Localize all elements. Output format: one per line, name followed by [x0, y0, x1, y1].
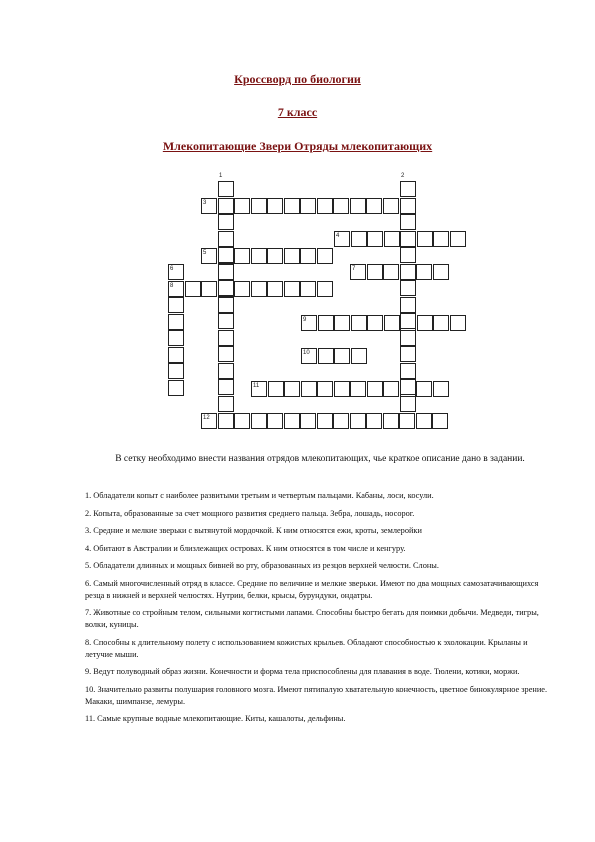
crossword-cell[interactable] — [400, 363, 416, 379]
crossword-cell[interactable] — [300, 248, 316, 264]
crossword-cell[interactable] — [400, 396, 416, 412]
crossword-cell[interactable] — [201, 281, 217, 297]
crossword-cell[interactable] — [400, 297, 416, 313]
crossword-cell[interactable] — [251, 248, 267, 264]
crossword-cell[interactable] — [168, 297, 184, 313]
crossword-cell[interactable] — [267, 198, 283, 214]
crossword-cell[interactable] — [218, 413, 234, 429]
crossword-cell[interactable] — [218, 231, 234, 247]
crossword-cell[interactable] — [201, 198, 217, 214]
crossword-cell[interactable] — [416, 413, 432, 429]
crossword-cell[interactable] — [300, 413, 316, 429]
crossword-cell[interactable] — [218, 214, 234, 230]
crossword-cell[interactable] — [218, 330, 234, 346]
crossword-cell[interactable] — [417, 231, 433, 247]
crossword-cell[interactable] — [317, 198, 333, 214]
crossword-cell[interactable] — [367, 264, 383, 280]
crossword-cell[interactable] — [366, 413, 382, 429]
instructions: В сетку необходимо внести названия отрядов млекопитающих, чье краткое описание дано в задании. — [115, 454, 525, 464]
clue-number: 6 — [170, 266, 174, 272]
crossword-cell[interactable] — [400, 181, 416, 197]
crossword-cell[interactable] — [383, 381, 399, 397]
clue-number: 1 — [219, 173, 223, 179]
crossword-cell[interactable] — [318, 315, 334, 331]
crossword-cell[interactable] — [168, 363, 184, 379]
crossword-cell[interactable] — [433, 315, 449, 331]
crossword-cell[interactable] — [168, 264, 184, 280]
clue-number: 3 — [203, 200, 207, 206]
crossword-cell[interactable] — [433, 264, 449, 280]
clue-8: 8. Способны к длительному полету с использованием кожистых крыльев. Обладают способностью к эхолокации. Крыланы и летучие мыши. — [85, 637, 528, 659]
clue-7: 7. Животные со стройным телом, сильными когтистыми лапами. Способны быстро бегать для поимки добычи. Медведи, тигры, волки, куницы. — [85, 608, 539, 629]
clue-5: 5. Обладатели длинных и мощных бивней во рту, образованных из резцов верхней челюсти. Слоны. — [85, 561, 439, 570]
crossword-cell[interactable] — [367, 315, 383, 331]
crossword-cell[interactable] — [218, 297, 234, 313]
crossword-cell[interactable] — [417, 315, 433, 331]
crossword-cell[interactable] — [400, 379, 416, 395]
crossword-cell[interactable] — [399, 413, 415, 429]
crossword-cell[interactable] — [201, 413, 217, 429]
clue-number: 7 — [352, 266, 356, 272]
crossword-cell[interactable] — [168, 347, 184, 363]
crossword-cell[interactable] — [317, 381, 333, 397]
crossword-cell[interactable] — [234, 281, 250, 297]
crossword-cell[interactable] — [317, 413, 333, 429]
crossword-cell[interactable] — [367, 381, 383, 397]
crossword-cell[interactable] — [384, 231, 400, 247]
crossword-cell[interactable] — [383, 264, 399, 280]
crossword-cell[interactable] — [400, 247, 416, 263]
crossword-cell[interactable] — [267, 281, 283, 297]
crossword-cell[interactable] — [350, 381, 366, 397]
crossword-cell[interactable] — [416, 264, 432, 280]
crossword-cell[interactable] — [334, 315, 350, 331]
crossword-cell[interactable] — [218, 264, 234, 280]
clue-number: 11 — [253, 383, 260, 389]
crossword-cell[interactable] — [168, 380, 184, 396]
crossword-cell[interactable] — [234, 198, 250, 214]
clue-number: 8 — [170, 283, 174, 289]
crossword-cell[interactable] — [400, 264, 416, 280]
crossword-cell[interactable] — [351, 231, 367, 247]
crossword-cell[interactable] — [218, 280, 234, 296]
crossword-cell[interactable] — [284, 198, 300, 214]
crossword-cell[interactable] — [351, 315, 367, 331]
crossword-cell[interactable] — [350, 413, 366, 429]
crossword-cell[interactable] — [284, 281, 300, 297]
crossword-cell[interactable] — [351, 348, 367, 364]
crossword-cell[interactable] — [218, 247, 234, 263]
crossword-cell[interactable] — [168, 314, 184, 330]
clue-number: 5 — [203, 250, 207, 256]
crossword-cell[interactable] — [218, 396, 234, 412]
clue-number: 2 — [401, 173, 405, 179]
clue-10: 10. Значительно развиты полушария головного мозга. Имеют пятипалую хватательную конечность, цветное бинокулярное зрение. Макаки, шимпанзе, лемуры. — [85, 684, 548, 706]
crossword-cell[interactable] — [218, 181, 234, 197]
crossword-cell[interactable] — [300, 281, 316, 297]
clue-list — [85, 490, 555, 731]
crossword-cell[interactable] — [367, 231, 383, 247]
crossword-cell[interactable] — [218, 313, 234, 329]
crossword-cell[interactable] — [334, 231, 350, 247]
crossword-cell[interactable] — [168, 281, 184, 297]
clue-2: 2. Копыта, образованные за счет мощного развития среднего пальца. Зебра, лошадь, носорог. — [85, 508, 415, 518]
clue-number: 4 — [336, 233, 340, 239]
crossword-cell[interactable] — [400, 313, 416, 329]
crossword-cell[interactable] — [201, 248, 217, 264]
grade: 7 класс — [277, 105, 318, 119]
crossword-cell[interactable] — [218, 379, 234, 395]
crossword-cell[interactable] — [334, 381, 350, 397]
clue-number: 9 — [303, 317, 307, 323]
crossword-cell[interactable] — [251, 381, 267, 397]
crossword-cell[interactable] — [317, 281, 333, 297]
crossword-cell[interactable] — [350, 198, 366, 214]
clue-number: 12 — [203, 415, 210, 421]
crossword-cell[interactable] — [267, 248, 283, 264]
crossword-cell[interactable] — [185, 281, 201, 297]
crossword-cell[interactable] — [234, 413, 250, 429]
crossword-cell[interactable] — [301, 315, 317, 331]
title: Кроссворд по биологии — [234, 72, 361, 86]
crossword-cell[interactable] — [301, 348, 317, 364]
crossword-cell[interactable] — [218, 346, 234, 362]
crossword-cell[interactable] — [350, 264, 366, 280]
clue-1: 1. Обладатели копыт с наиболее развитыми третьим и четвертым пальцами. Кабаны, лоси, косули. — [85, 491, 434, 500]
crossword-cell[interactable] — [450, 231, 466, 247]
crossword-cell[interactable] — [268, 381, 284, 397]
crossword-cell[interactable] — [384, 315, 400, 331]
crossword-cell[interactable] — [251, 198, 267, 214]
crossword-cell[interactable] — [333, 198, 349, 214]
crossword-cell[interactable] — [234, 248, 250, 264]
clue-6: 6. Самый многочисленный отряд в классе. Средние по величине и мелкие зверьки. Имеют по два мощных самозатачивающихся резца в нижней и верхней челюстях. Нутрии, белки, крысы, бурундуки, ондатры. — [85, 578, 539, 600]
crossword-cell[interactable] — [251, 413, 267, 429]
crossword-cell[interactable] — [383, 413, 399, 429]
crossword-cell[interactable] — [267, 413, 283, 429]
crossword-cell[interactable] — [400, 231, 416, 247]
crossword-cell[interactable] — [433, 381, 449, 397]
crossword-cell[interactable] — [400, 346, 416, 362]
clue-9: 9. Ведут полуводный образ жизни. Конечности и форма тела приспособлены для плавания в воде. Тюлени, котики, моржи. — [85, 667, 520, 676]
crossword-cell[interactable] — [300, 198, 316, 214]
crossword-cell[interactable] — [301, 381, 317, 397]
crossword-cell[interactable] — [168, 330, 184, 346]
crossword-cell[interactable] — [433, 231, 449, 247]
crossword-cell[interactable] — [400, 280, 416, 296]
crossword-cell[interactable] — [333, 413, 349, 429]
crossword-cell[interactable] — [284, 248, 300, 264]
subtitle: Млекопитающие Звери Отряды млекопитающих — [162, 139, 433, 153]
crossword-cell[interactable] — [284, 413, 300, 429]
clue-4: 4. Обитают в Австралии и близлежащих островах. К ним относятся в том числе и кенгуру. — [85, 543, 406, 553]
crossword-cell[interactable] — [318, 348, 334, 364]
crossword-cell[interactable] — [400, 330, 416, 346]
crossword-cell[interactable] — [251, 281, 267, 297]
crossword-cell[interactable] — [218, 198, 234, 214]
crossword-cell[interactable] — [366, 198, 382, 214]
clue-3: 3. Средние и мелкие зверьки с вытянутой мордочкой. К ним относятся ежи, кроты, землеройки — [85, 526, 422, 535]
crossword-cell[interactable] — [284, 381, 300, 397]
crossword-cell[interactable] — [218, 363, 234, 379]
crossword-cell[interactable] — [400, 214, 416, 230]
clue-number: 10 — [303, 350, 310, 356]
crossword-cell[interactable] — [383, 198, 399, 214]
crossword-cell[interactable] — [416, 381, 432, 397]
crossword-cell[interactable] — [432, 413, 448, 429]
crossword-cell[interactable] — [317, 248, 333, 264]
crossword-cell[interactable] — [450, 315, 466, 331]
crossword-cell[interactable] — [400, 198, 416, 214]
crossword-cell[interactable] — [334, 348, 350, 364]
clue-11: 11. Самые крупные водные млекопитающие. Киты, кашалоты, дельфины. — [85, 714, 346, 723]
